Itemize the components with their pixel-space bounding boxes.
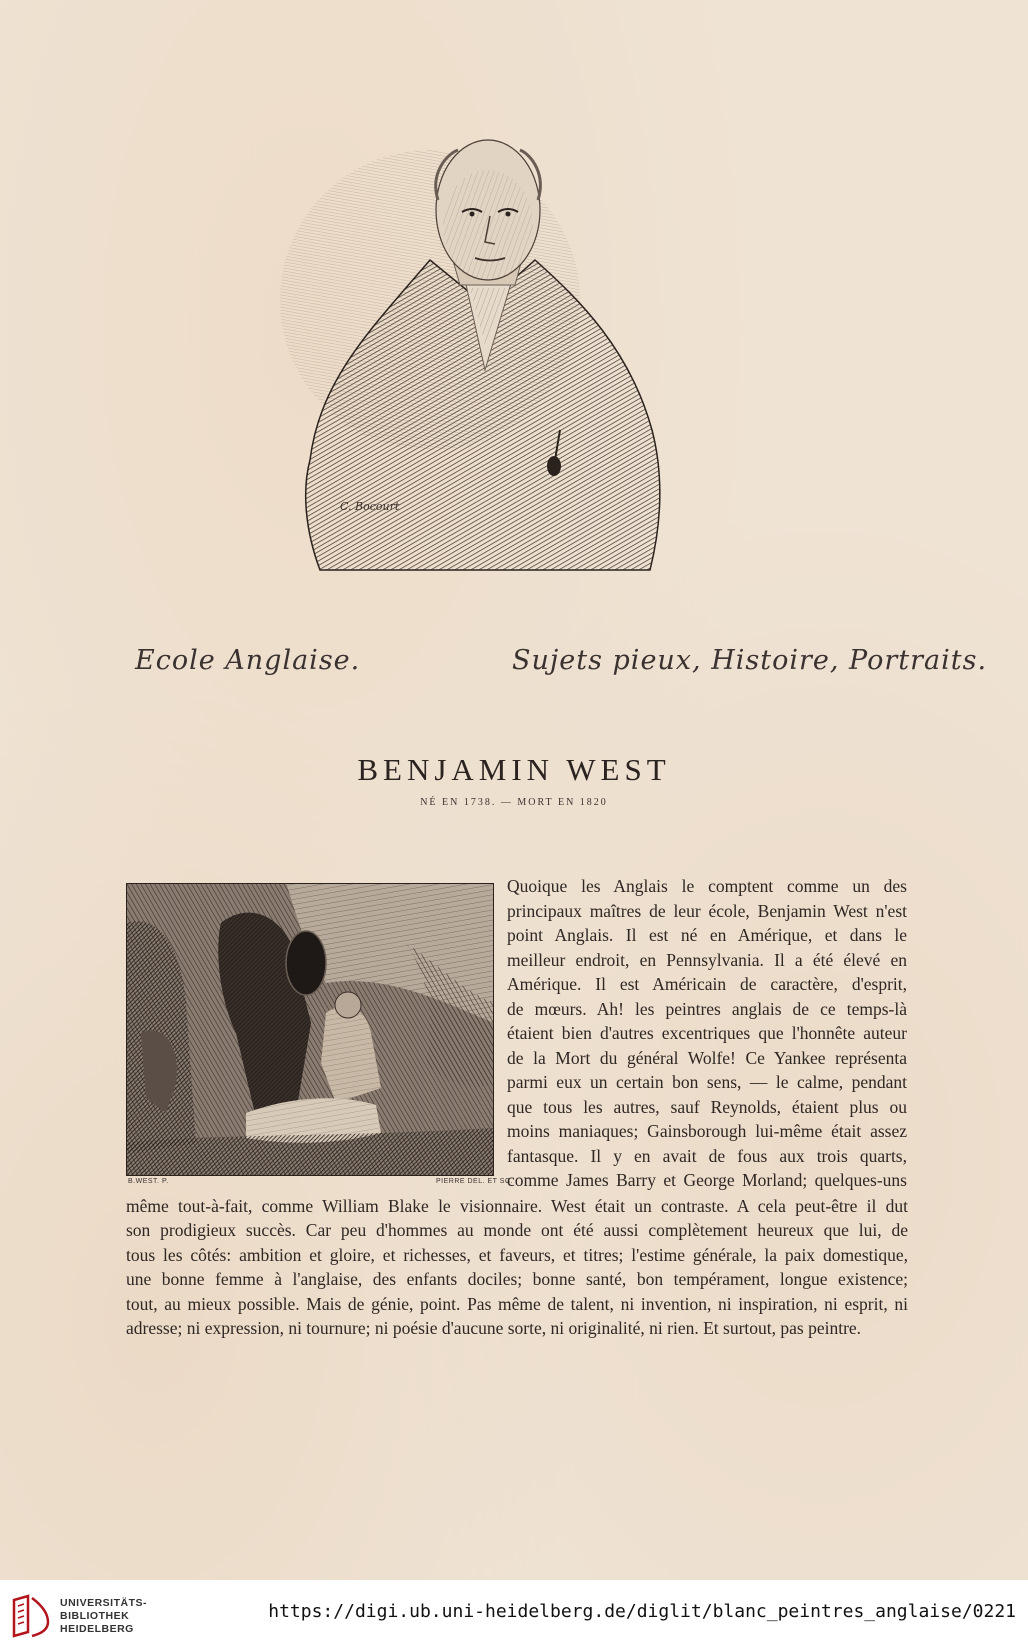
text-line: que tous les autres, sauf Reynolds, étaient plus ou bbox=[507, 1096, 907, 1117]
text-line: de la Mort du général Wolfe! Ce Yankee représenta bbox=[507, 1047, 907, 1068]
library-logo-icon[interactable] bbox=[10, 1594, 52, 1638]
text-line: moins maniaques; Gainsborough lui-même était assez bbox=[507, 1121, 907, 1141]
school-caption: Ecole Anglaise. bbox=[135, 645, 361, 676]
text-line: même tout-à-fait, comme William Blake le visionnaire. West était un contraste. A cela peut-être il dut bbox=[126, 1195, 908, 1216]
portrait-signature: C. Bocourt bbox=[340, 500, 400, 513]
footer-bar bbox=[0, 1580, 1028, 1650]
paragraph-wrapped bbox=[507, 874, 907, 1193]
life-dates: NÉ EN 1738. — MORT EN 1820 bbox=[420, 797, 608, 808]
text-line: étaient bien d'autres excentriques que l'honnête auteur bbox=[507, 1023, 907, 1043]
text-line: son prodigieux succès. Car peu d'hommes au monde ont été aussi complètement heureux que lui, de bbox=[126, 1220, 908, 1240]
text-line: adresse; ni expression, ni tournure; ni poésie d'aucune sorte, ni originalité, ni rien. Et surtout, pas peintre. bbox=[126, 1318, 862, 1338]
library-logo-text[interactable] bbox=[60, 1597, 147, 1636]
paragraph-full-width bbox=[126, 1194, 908, 1341]
text-line: de mœurs. Ah! les peintres anglais de ce temps-là bbox=[507, 998, 907, 1019]
text-line: fantasque. Il y en avait de fous aux trois quarts, bbox=[507, 1145, 907, 1166]
engraving-signature-right: PIERRE DEL. ET SC. bbox=[436, 1178, 513, 1185]
source-url-link[interactable]: https://digi.ub.uni-heidelberg.de/diglit/blanc_peintres_anglaise/0221 bbox=[268, 1601, 1016, 1622]
logo-line: HEIDELBERG bbox=[60, 1623, 134, 1635]
subjects-caption: Sujets pieux, Histoire, Portraits. bbox=[512, 645, 988, 676]
text-line: tout, au mieux possible. Mais de génie, point. Pas même de talent, ni invention, ni inspiration, ni esprit, ni bbox=[126, 1293, 908, 1314]
text-line: point Anglais. Il est né en Amérique, et dans le bbox=[507, 925, 907, 945]
text-line: tous les côtés: ambition et gloire, et richesses, et faveurs, et titres; l'estime générale, la paix domestique, bbox=[126, 1244, 908, 1265]
logo-line: BIBLIOTHEK bbox=[60, 1610, 130, 1622]
text-line: principaux maîtres de leur école, Benjamin West n'est bbox=[507, 900, 907, 921]
text-line: parmi eux un certain bon sens, — le calme, pendant bbox=[507, 1072, 907, 1092]
engraving-signature-left: B.WEST. P. bbox=[128, 1178, 169, 1185]
text-line: Amérique. Il est Américain de caractère, d'esprit, bbox=[507, 974, 907, 994]
painting-engraving bbox=[126, 883, 494, 1176]
portrait-engraving bbox=[280, 130, 670, 580]
text-line: une bonne femme à l'anglaise, des enfants dociles; bonne santé, bon tempérament, longue existence; bbox=[126, 1269, 908, 1289]
text-line: meilleur endroit, en Pennsylvania. Il a été élevé en bbox=[507, 949, 907, 970]
logo-line: UNIVERSITÄTS- bbox=[60, 1597, 148, 1609]
text-line: comme James Barry et George Morland; quelques-uns bbox=[507, 1170, 907, 1190]
page-title: BENJAMIN WEST bbox=[357, 752, 671, 787]
text-line: Quoique les Anglais le comptent comme un des bbox=[507, 876, 907, 896]
